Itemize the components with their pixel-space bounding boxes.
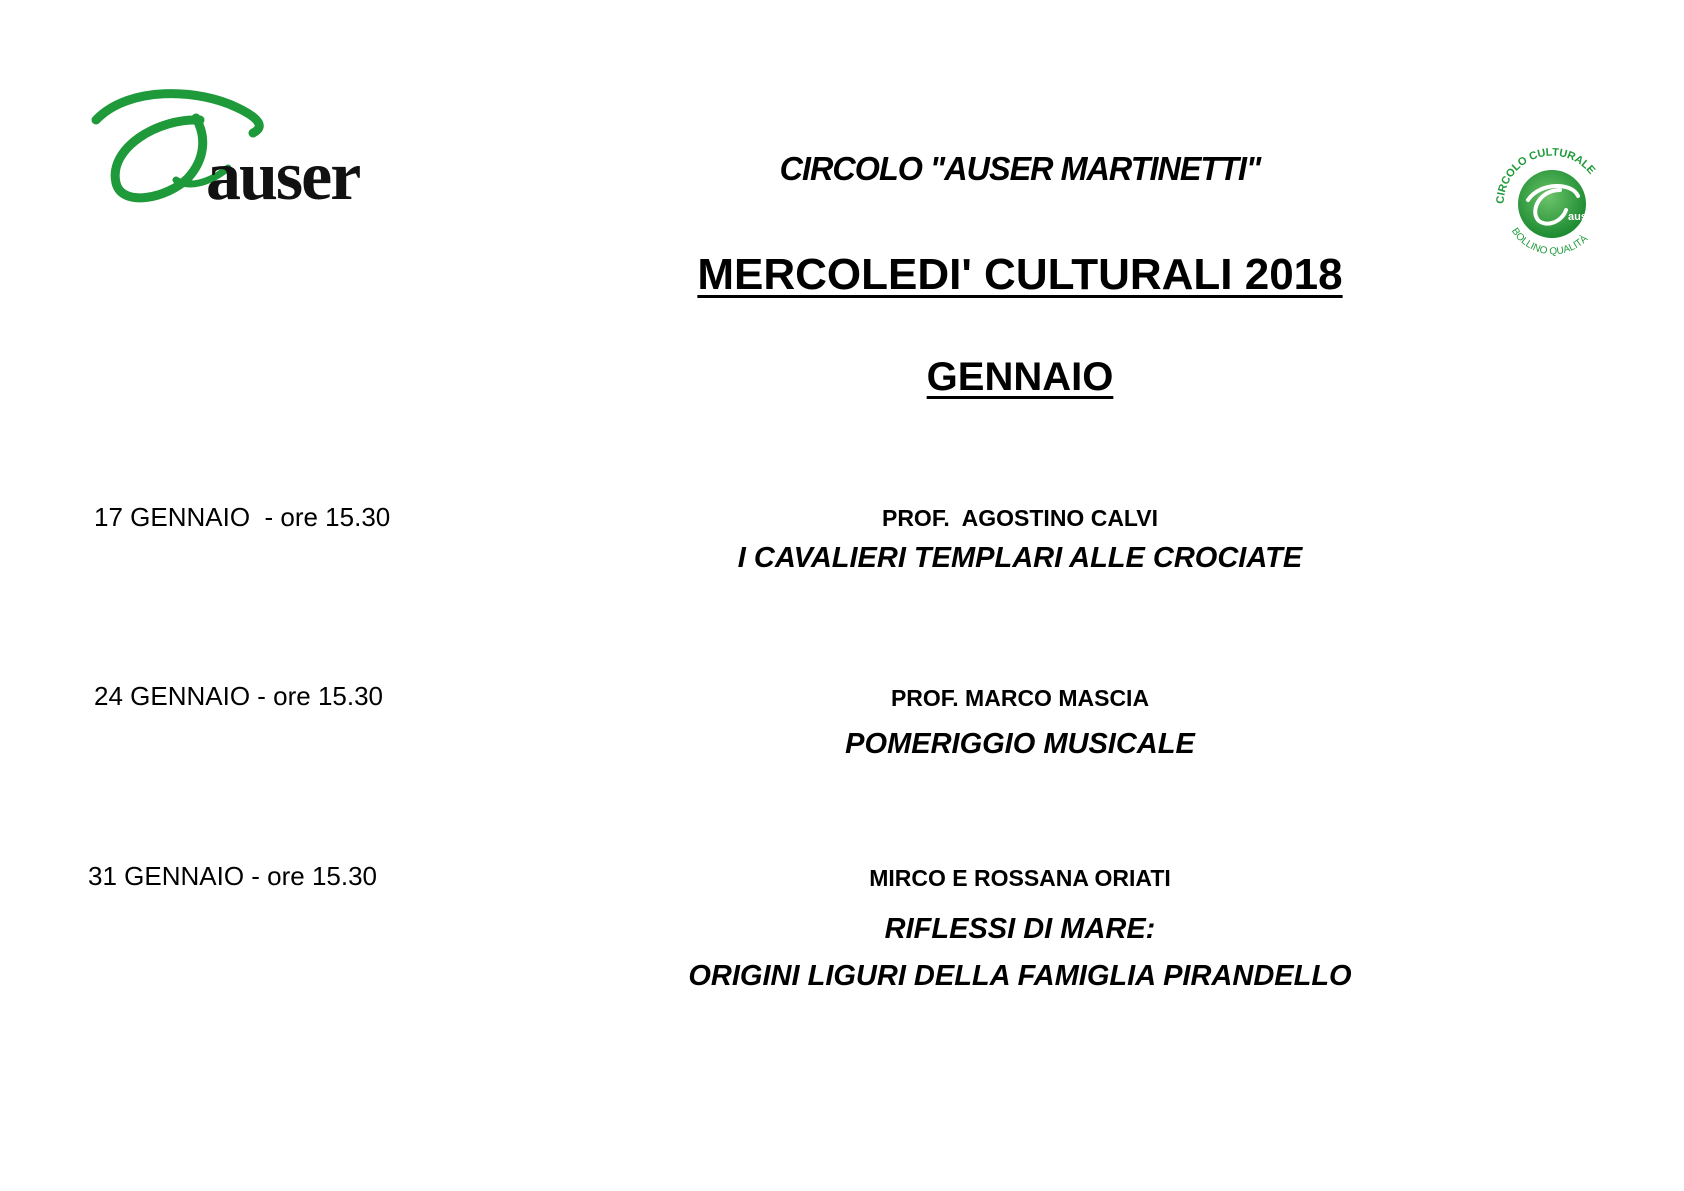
event-title-line-2: ORIGINI LIGURI DELLA FAMIGLIA PIRANDELLO	[688, 960, 1352, 992]
event-speaker: PROF. MARCO MASCIA	[890, 685, 1150, 711]
seal-center-text: auser	[1568, 211, 1598, 223]
page-title: MERCOLEDI' CULTURALI 2018	[697, 250, 1343, 299]
seal-top-text: CIRCOLO CULTURALE	[1494, 146, 1598, 205]
event-speaker: PROF. AGOSTINO CALVI	[881, 505, 1158, 531]
seal-bottom-text: BOLLINO QUALITÀ	[1509, 226, 1591, 258]
circolo-name: CIRCOLO "AUSER MARTINETTI"	[779, 150, 1261, 187]
event-speaker: MIRCO E ROSSANA ORIATI	[869, 865, 1171, 891]
event-date: 24 GENNAIO - ore 15.30	[94, 681, 384, 711]
event-date: 17 GENNAIO - ore 15.30	[94, 502, 391, 532]
seal-disc	[1518, 170, 1586, 238]
month-heading: GENNAIO	[926, 355, 1114, 399]
event-title-line-1: RIFLESSI DI MARE:	[884, 913, 1156, 945]
auser-wordmark: auser	[206, 138, 360, 215]
auser-logo	[88, 88, 388, 218]
quality-seal-logo	[1488, 138, 1616, 266]
event-title: I CAVALIERI TEMPLARI ALLE CROCIATE	[737, 542, 1303, 574]
event-title: POMERIGGIO MUSICALE	[845, 728, 1195, 760]
event-date: 31 GENNAIO - ore 15.30	[88, 861, 378, 891]
